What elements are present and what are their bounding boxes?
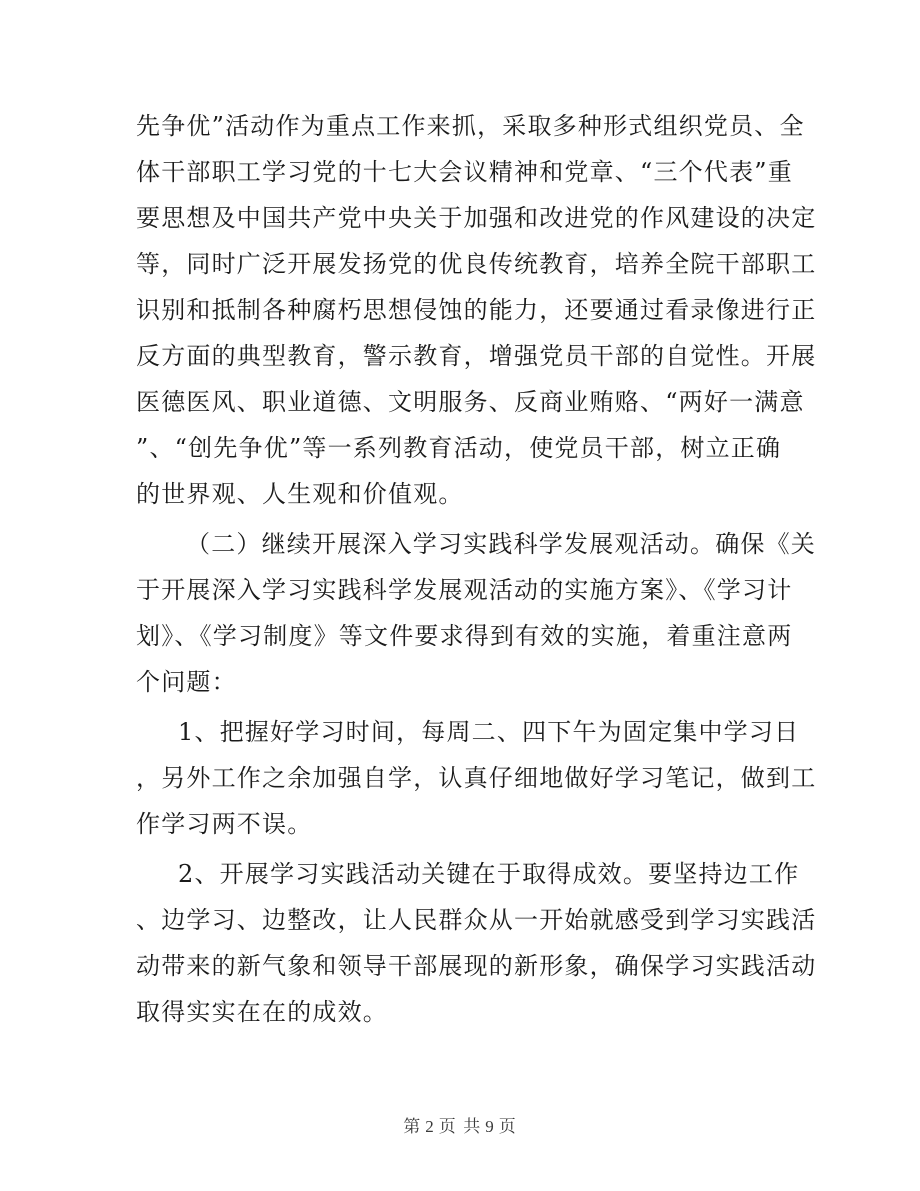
footer-prefix: 第 (403, 1117, 422, 1137)
total-page-count: 9 (485, 1117, 495, 1136)
text-line: 于开展深入学习实践科学发展观活动的实施方案》、《学习计 (136, 576, 793, 604)
text-line: ，另外工作之余加强自学，认真仔细地做好学习笔记，做到工 (136, 764, 817, 792)
text-line: 反方面的典型教育，警示教育，增强党员干部的自觉性。开展 (136, 342, 817, 370)
footer-middle: 页 共 (438, 1117, 482, 1137)
text-line: 识别和抵制各种腐朽思想侵蚀的能力，还要通过看录像进行正 (136, 296, 817, 324)
paragraph (136, 709, 817, 847)
text-line: 个问题： (136, 668, 237, 696)
text-line: 体干部职工学习党的十七大会议精神和党章、“三个代表”重 (136, 158, 793, 186)
current-page-number: 2 (425, 1117, 435, 1136)
text-line: 划》、《学习制度》等文件要求得到有效的实施，着重注意两 (136, 622, 793, 650)
text-line: 先争优”活动作为重点工作来抓，采取多种形式组织党员、全 (136, 112, 805, 140)
paragraph (136, 521, 816, 705)
text-line: （二）继续开展深入学习实践科学发展观活动。确保《关 (186, 530, 816, 558)
text-line: 动带来的新气象和领导干部展现的新形象，确保学习实践活动 (136, 952, 817, 980)
text-line: 1、把握好学习时间，每周二、四下午为固定集中学习日 (178, 718, 800, 746)
paragraph (136, 103, 817, 517)
text-line: 取得实实在在的成效。 (136, 998, 388, 1026)
text-line: 的世界观、人生观和价值观。 (136, 480, 464, 508)
document-body (136, 103, 817, 1035)
paragraph (136, 851, 817, 1035)
text-line: 2、开展学习实践活动关键在于取得成效。要坚持边工作 (178, 860, 800, 888)
text-line: ”、“创先争优”等一系列教育活动，使党员干部，树立正确 (136, 434, 782, 462)
page-footer (0, 1112, 920, 1137)
text-line: 等，同时广泛开展发扬党的优良传统教育，培养全院干部职工 (136, 250, 817, 278)
footer-suffix: 页 (498, 1117, 517, 1137)
text-line: 医德医风、职业道德、文明服务、反商业贿赂、“两好一满意 (136, 388, 805, 416)
text-line: 要思想及中国共产党中央关于加强和改进党的作风建设的决定 (136, 204, 817, 232)
text-line: 、边学习、边整改，让人民群众从一开始就感受到学习实践活 (136, 906, 817, 934)
text-line: 作学习两不误。 (136, 810, 313, 838)
